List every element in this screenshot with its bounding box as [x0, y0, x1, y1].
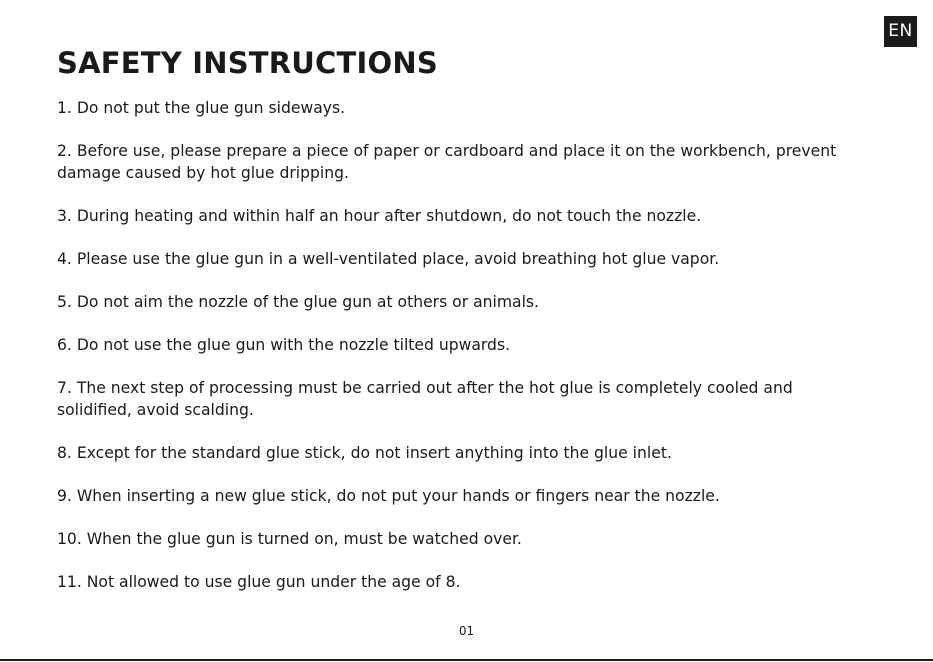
instruction-item-7: 7. The next step of processing must be carried out after the hot glue is completely cooled and solidified, avoid scalding.: [57, 379, 793, 419]
instruction-item-3: 3. During heating and within half an hour after shutdown, do not touch the nozzle.: [57, 207, 702, 225]
instruction-item-5: 5. Do not aim the nozzle of the glue gun at others or animals.: [57, 293, 540, 311]
instruction-item-9: 9. When inserting a new glue stick, do not put your hands or fingers near the nozzle.: [57, 487, 720, 505]
instruction-list: [57, 97, 847, 614]
instruction-item-6: 6. Do not use the glue gun with the nozzle tilted upwards.: [57, 336, 511, 354]
instruction-item-1: 1. Do not put the glue gun sideways.: [57, 99, 346, 117]
bottom-divider: [0, 659, 933, 661]
instruction-item-4: 4. Please use the glue gun in a well-ventilated place, avoid breathing hot glue vapor.: [57, 250, 720, 268]
instruction-item-10: 10. When the glue gun is turned on, must be watched over.: [57, 530, 522, 548]
language-badge: EN: [884, 16, 917, 47]
page-title: SAFETY INSTRUCTIONS: [57, 46, 438, 80]
instruction-item-8: 8. Except for the standard glue stick, do not insert anything into the glue inlet.: [57, 444, 672, 462]
page-number: 01: [458, 624, 475, 638]
instruction-item-2: 2. Before use, please prepare a piece of paper or cardboard and place it on the workbench, prevent damage caused by hot glue dripping.: [57, 142, 837, 182]
instruction-item-11: 11. Not allowed to use glue gun under the age of 8.: [57, 573, 461, 591]
